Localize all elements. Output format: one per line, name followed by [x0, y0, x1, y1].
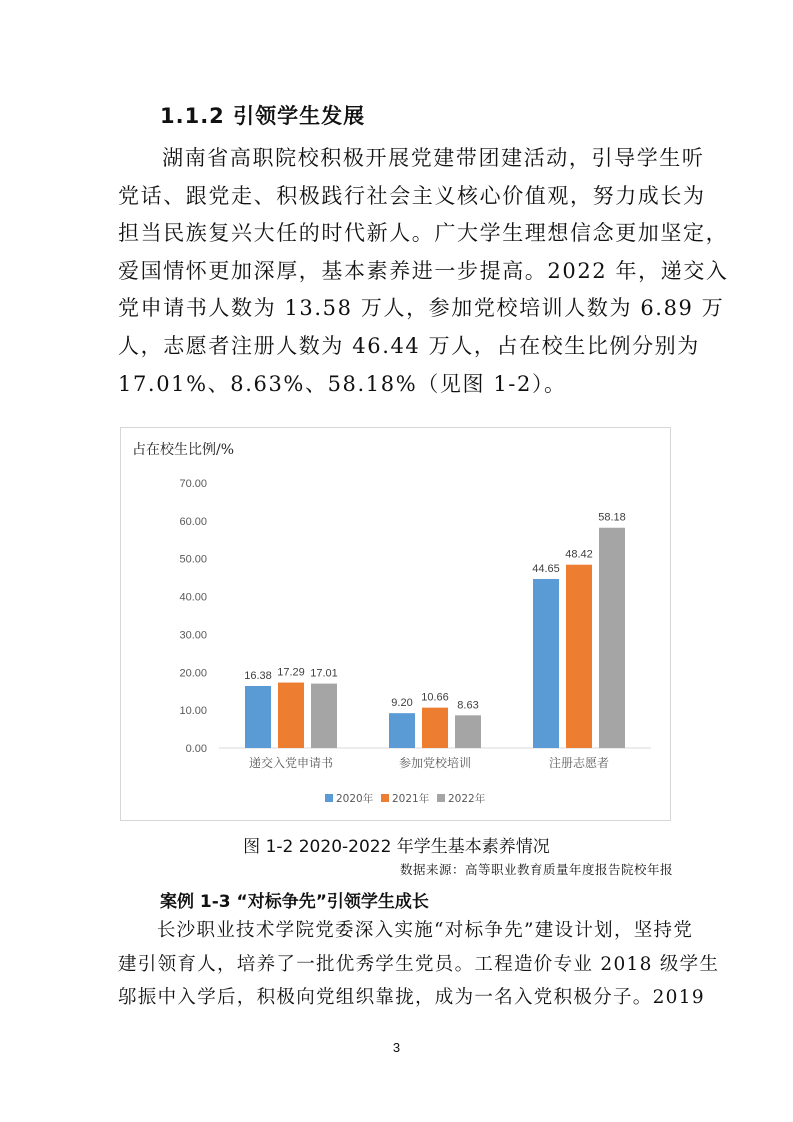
data-label: 8.63: [457, 699, 479, 712]
section-heading: 1.1.2 引领学生发展: [160, 104, 366, 128]
paragraph-2: [118, 914, 720, 1015]
bar: [278, 683, 304, 748]
data-label: 58.18: [598, 511, 626, 524]
paragraph-line: 担当民族复兴大任的时代新人。广大学生理想信念更加坚定，: [118, 221, 729, 246]
legend-label: 2022年: [448, 793, 486, 805]
data-label: 48.42: [565, 548, 593, 561]
chart-title: 占在校生比例/%: [132, 442, 235, 458]
y-tick-label: 40.00: [179, 591, 207, 604]
y-tick-label: 50.00: [179, 553, 207, 566]
category-label: 注册志愿者: [548, 756, 610, 770]
category-label: 递交入党申请书: [248, 756, 334, 770]
y-tick-label: 30.00: [179, 629, 207, 642]
bar: [245, 686, 271, 748]
legend-swatch: [381, 794, 389, 802]
data-label: 17.01: [310, 667, 338, 680]
paragraph-line: 湖南省高职院校积极开展党建带团建活动，引导学生听: [162, 146, 705, 170]
data-source: 数据来源：高等职业教育质量年度报告院校年报: [399, 862, 673, 877]
paragraph-line: 建引领育人，培养了一批优秀学生党员。工程造价专业 2018 级学生: [118, 953, 720, 975]
data-label: 17.29: [277, 666, 305, 679]
bar: [455, 715, 481, 748]
y-tick-label: 70.00: [179, 478, 207, 490]
y-tick-label: 20.00: [179, 667, 207, 680]
figure-caption: 图 1-2 2020-2022 年学生基本素养情况: [243, 837, 550, 857]
bar: [599, 528, 625, 748]
paragraph-line: 爱国情怀更加深厚，基本素养进一步提高。2022 年，递交入: [118, 258, 729, 283]
paragraph-line: 党话、跟党走、积极践行社会主义核心价值观，努力成长为: [118, 183, 706, 208]
bar-chart: [121, 428, 672, 822]
paragraph-line: 党申请书人数为 13.58 万人，参加党校培训人数为 6.89 万: [118, 296, 725, 321]
category-label: 参加党校培训: [398, 756, 472, 770]
paragraph-line: 17.01%、8.63%、58.18%（见图 1-2）。: [118, 371, 567, 396]
bar: [389, 713, 415, 748]
y-tick-label: 10.00: [179, 705, 207, 718]
bar: [311, 684, 337, 748]
paragraph-line: 人，志愿者注册人数为 46.44 万人，占在校生比例分别为: [118, 333, 700, 358]
y-tick-label: 0.00: [185, 743, 207, 755]
data-label: 16.38: [244, 669, 272, 682]
legend-swatch: [437, 794, 445, 802]
case-title: 案例 1-3 “对标争先”引领学生成长: [160, 892, 429, 912]
legend-label: 2021年: [392, 793, 430, 805]
chart-container: [120, 427, 671, 821]
paragraph-line: 长沙职业技术学院党委深入实施“对标争先”建设计划，坚持党: [156, 920, 694, 941]
page-number: 3: [392, 1040, 401, 1055]
bar: [533, 579, 559, 748]
bar: [422, 708, 448, 748]
data-label: 10.66: [421, 691, 449, 704]
data-label: 44.65: [532, 562, 560, 575]
legend-swatch: [325, 794, 333, 802]
y-tick-label: 60.00: [179, 515, 207, 528]
data-label: 9.20: [391, 697, 413, 710]
bar: [566, 565, 592, 748]
paragraph-1: [118, 140, 729, 403]
paragraph-line: 邬振中入学后，积极向党组织靠拢，成为一名入党积极分子。2019: [118, 987, 705, 1008]
legend-label: 2020年: [336, 793, 374, 805]
